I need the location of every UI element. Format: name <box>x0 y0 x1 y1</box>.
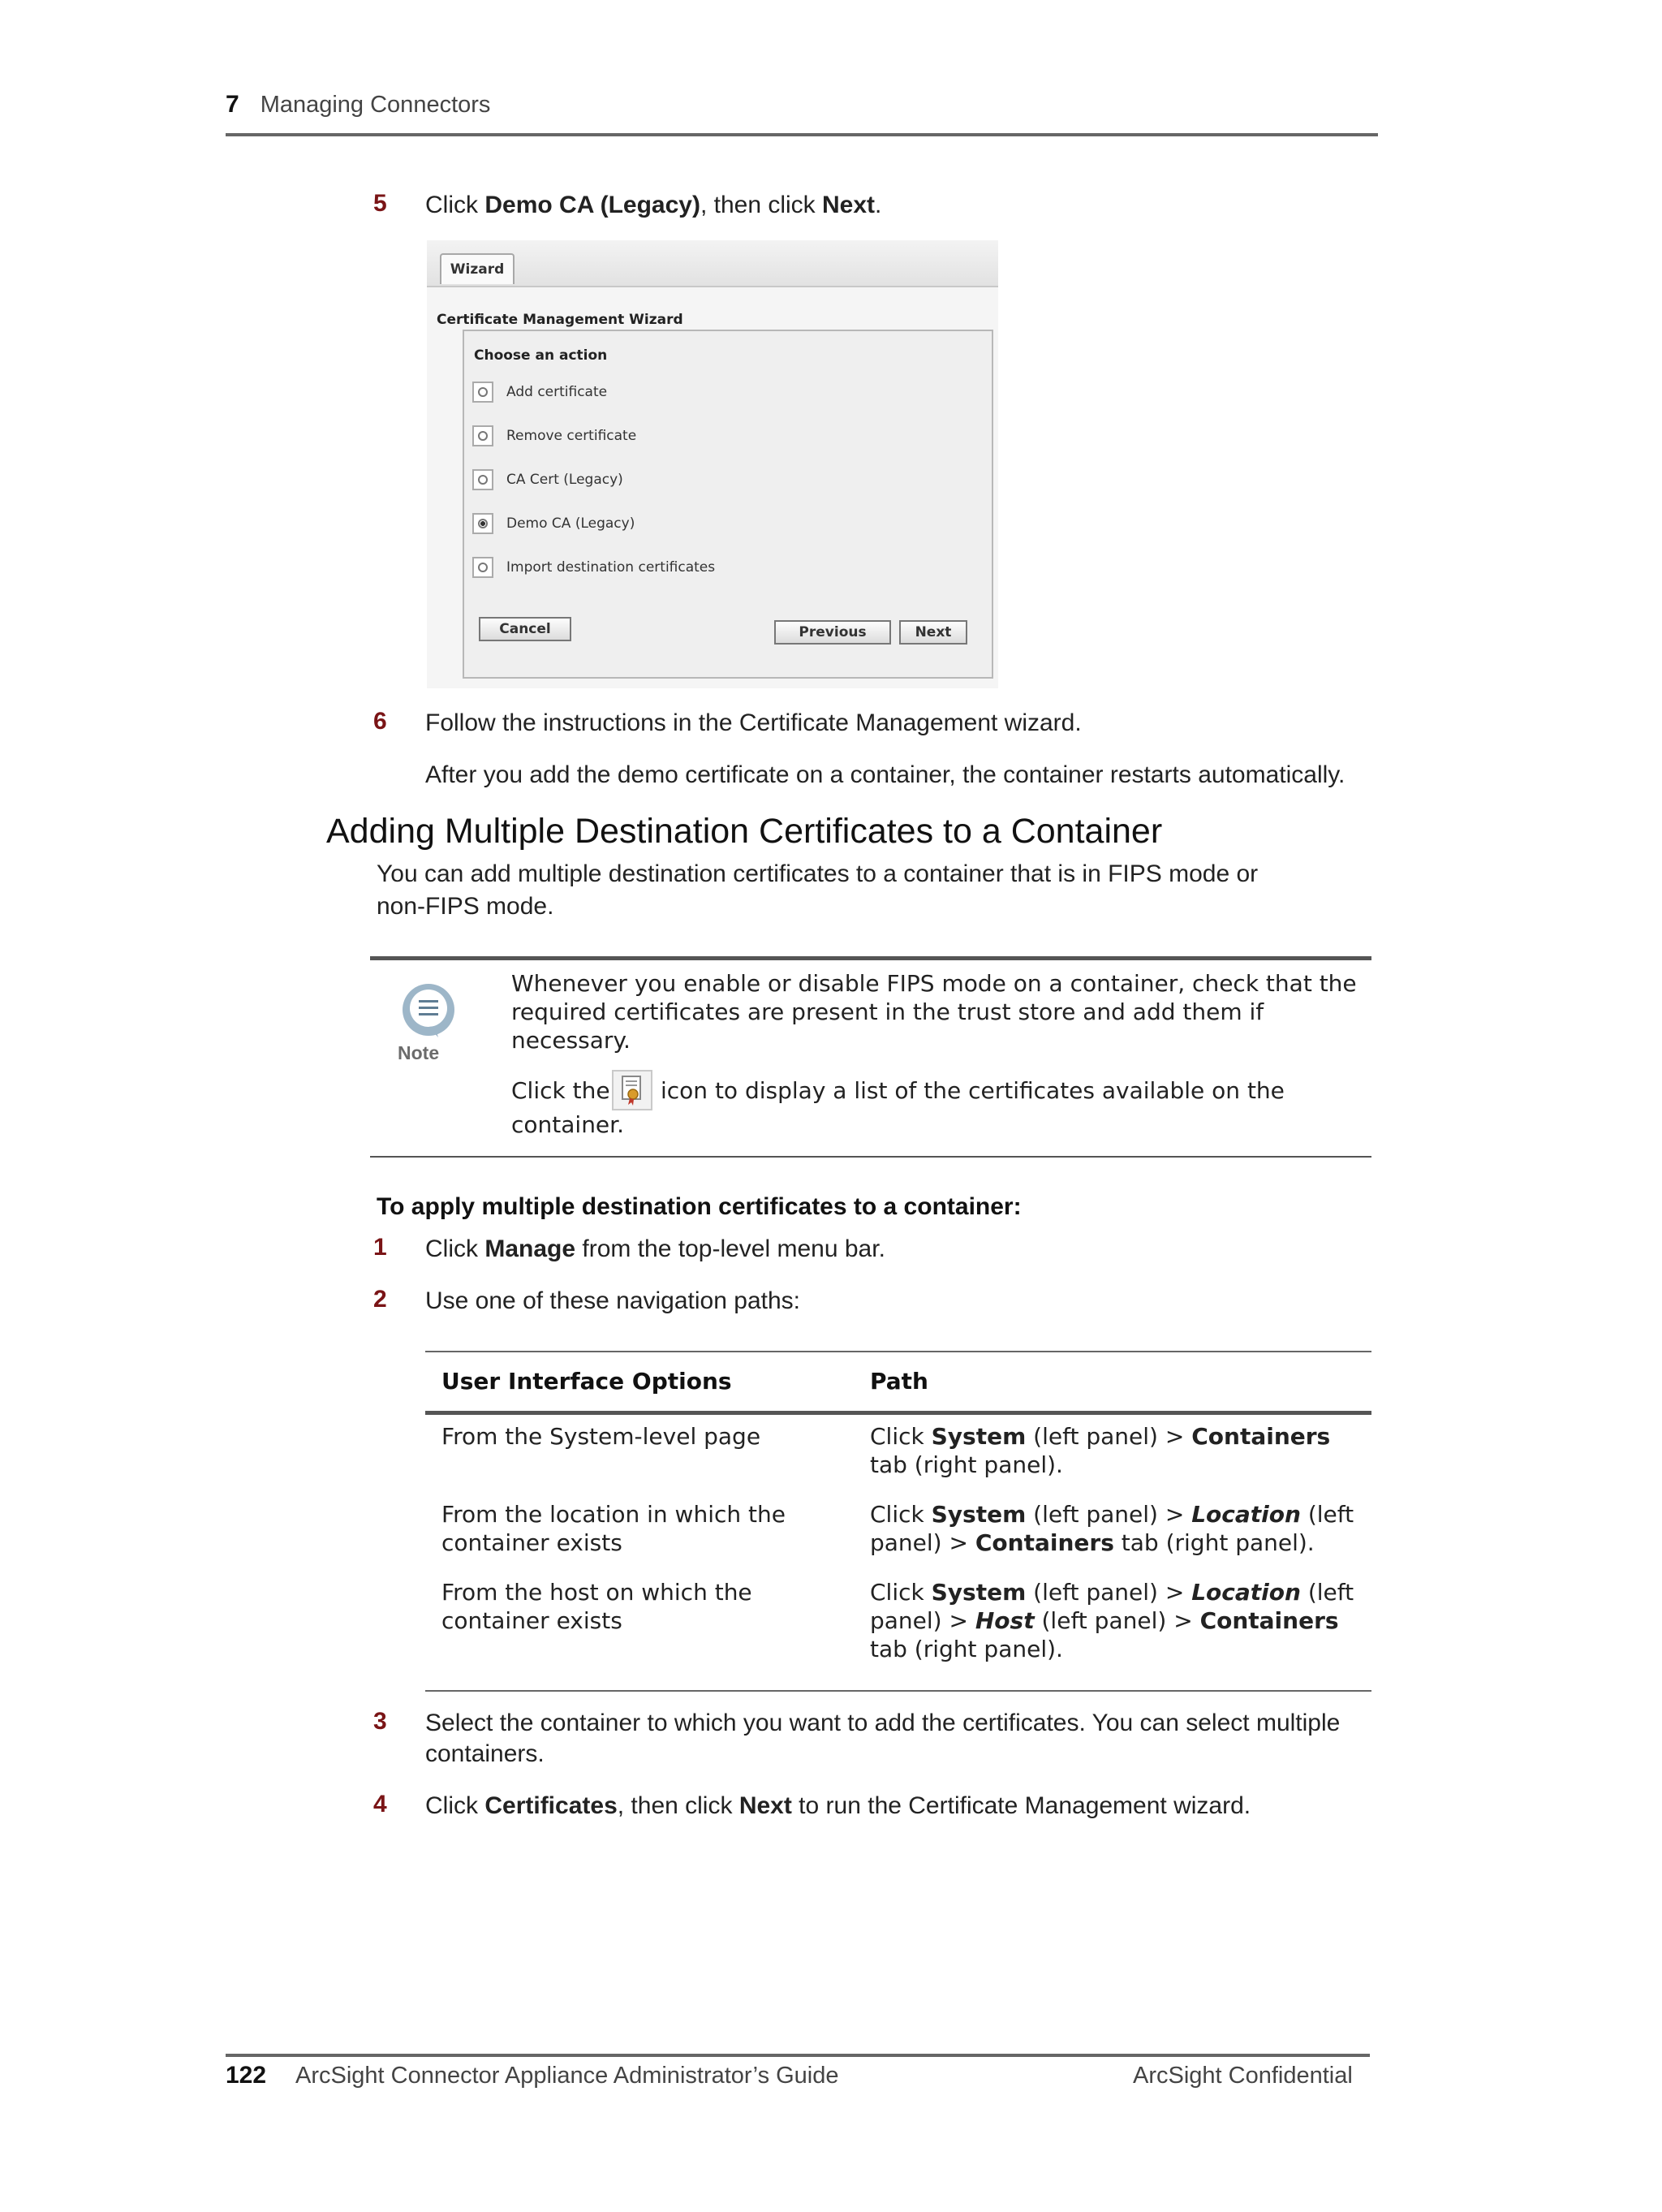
procedure-heading: To apply multiple destination certificates to a container: <box>377 1193 1022 1220</box>
previous-button[interactable]: Previous <box>774 620 891 645</box>
footer-rule <box>226 2054 1370 2057</box>
radio-button[interactable] <box>472 469 493 490</box>
table-cell-option: From the System-level page <box>441 1423 761 1450</box>
step-number: 2 <box>373 1286 387 1313</box>
tab-wizard[interactable]: Wizard <box>440 253 515 284</box>
note-para1-line1: Whenever you enable or disable FIPS mode on a container, check that the <box>511 970 1357 997</box>
note-para2-pre: Click the <box>511 1077 610 1104</box>
option-label: Remove certificate <box>506 428 637 444</box>
step-text: Click Manage from the top-level menu bar. <box>425 1235 885 1262</box>
table-cell-path: panel) > Host (left panel) > Containers <box>870 1607 1339 1634</box>
table-header-path: Path <box>870 1368 928 1395</box>
section-heading: Adding Multiple Destination Certificates to a Container <box>326 812 1163 851</box>
option-label: CA Cert (Legacy) <box>506 472 623 488</box>
step-text: Follow the instructions in the Certificate Management wizard. <box>425 709 1082 736</box>
step-number: 4 <box>373 1791 387 1817</box>
table-header-options: User Interface Options <box>441 1368 732 1395</box>
footer-confidential: ArcSight Confidential <box>1133 2063 1353 2089</box>
option-demo-ca-legacy[interactable] <box>472 511 635 536</box>
certificate-icon <box>612 1070 652 1110</box>
radio-button[interactable] <box>472 557 493 578</box>
step-text-line1: Select the container to which you want to add the certificates. You can select multiple <box>425 1710 1341 1736</box>
step-number: 1 <box>373 1234 387 1261</box>
wizard-title: Certificate Management Wizard <box>437 312 683 328</box>
radio-button[interactable] <box>472 425 493 446</box>
note-bottom-rule <box>370 1156 1371 1158</box>
option-label: Import destination certificates <box>506 559 716 576</box>
step-text: Click Certificates, then click Next to run the Certificate Management wizard. <box>425 1792 1251 1819</box>
table-cell-path: tab (right panel). <box>870 1636 1063 1662</box>
table-header-rule <box>425 1411 1371 1415</box>
table-top-rule <box>425 1351 1371 1352</box>
step-number: 5 <box>373 190 387 217</box>
table-bottom-rule <box>425 1690 1371 1692</box>
table-cell-path: panel) > Containers tab (right panel). <box>870 1529 1315 1556</box>
table-cell-option: From the location in which the <box>441 1501 786 1528</box>
next-button[interactable]: Next <box>899 620 967 645</box>
chapter-number: 7 <box>226 91 239 118</box>
table-cell-path: Click System (left panel) > Location (left <box>870 1579 1354 1606</box>
option-import-destination-certificates[interactable] <box>472 555 715 580</box>
step-number: 3 <box>373 1708 387 1735</box>
step-text-line2: containers. <box>425 1740 545 1767</box>
step-followup: After you add the demo certificate on a container, the container restarts automatically. <box>425 761 1346 788</box>
note-para2-post: icon to display a list of the certificates available on the <box>661 1077 1285 1104</box>
option-label: Add certificate <box>506 384 608 400</box>
table-cell-path: tab (right panel). <box>870 1451 1063 1478</box>
cancel-button[interactable]: Cancel <box>479 617 571 641</box>
step-number: 6 <box>373 708 387 735</box>
section-intro-line1: You can add multiple destination certificates to a container that is in FIPS mode or <box>377 860 1259 887</box>
table-cell-option: container exists <box>441 1607 622 1634</box>
table-cell-path: Click System (left panel) > Containers <box>870 1423 1331 1450</box>
radio-button-selected[interactable] <box>472 513 493 534</box>
wizard-prompt: Choose an action <box>474 347 608 364</box>
note-para2-line2: container. <box>511 1111 625 1138</box>
footer-guide-title: ArcSight Connector Appliance Administrator’s Guide <box>295 2063 839 2089</box>
chapter-title: Managing Connectors <box>260 92 491 118</box>
step-text: Click Demo CA (Legacy), then click Next. <box>425 192 882 218</box>
note-para1-line2: required certificates are present in the trust store and add them if <box>511 998 1264 1025</box>
option-add-certificate[interactable] <box>472 380 607 404</box>
option-ca-cert-legacy[interactable] <box>472 468 623 492</box>
radio-button[interactable] <box>472 382 493 403</box>
section-intro-line2: non-FIPS mode. <box>377 893 554 920</box>
note-label: Note <box>398 1042 440 1063</box>
table-cell-option: From the host on which the <box>441 1579 752 1606</box>
wizard-screenshot <box>427 240 998 688</box>
page-header <box>226 91 1378 136</box>
option-remove-certificate[interactable] <box>472 424 636 448</box>
table-cell-option: container exists <box>441 1529 622 1556</box>
wizard-tab-bar <box>427 240 998 287</box>
table-cell-path: Click System (left panel) > Location (left <box>870 1501 1354 1528</box>
wizard-panel <box>463 330 993 679</box>
option-label: Demo CA (Legacy) <box>506 515 635 532</box>
note-para1-line3: necessary. <box>511 1027 631 1054</box>
step-text: Use one of these navigation paths: <box>425 1287 800 1314</box>
page-number: 122 <box>226 2062 267 2089</box>
note-top-rule <box>370 956 1371 960</box>
